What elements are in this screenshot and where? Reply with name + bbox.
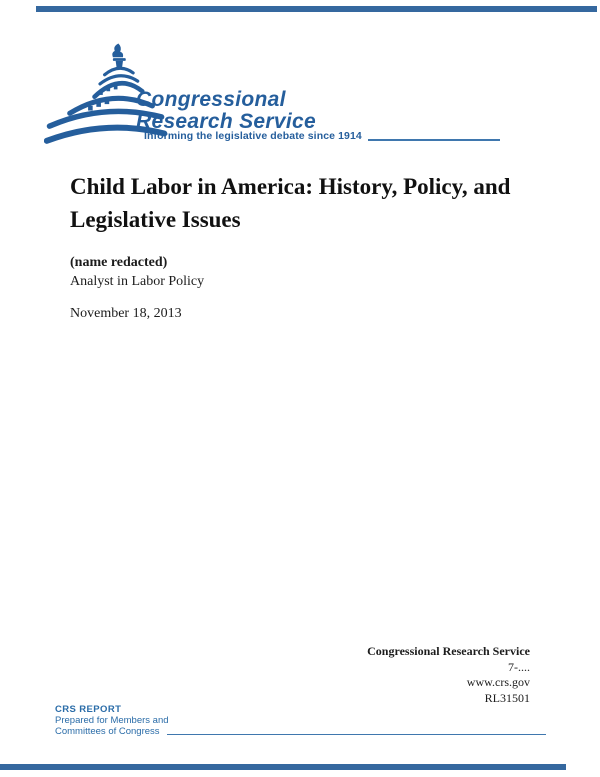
footer-crs-block — [55, 704, 546, 737]
author-role: Analyst in Labor Policy — [70, 274, 205, 289]
crs-prepared-line2: Committees of Congress — [55, 726, 160, 737]
footer-publisher-block — [367, 644, 530, 706]
tagline-rule — [368, 139, 500, 141]
footer-website: www.crs.gov — [466, 675, 530, 689]
crs-prepared-row — [55, 726, 546, 737]
top-rule-bar — [36, 6, 597, 12]
report-title-line2: Legislative Issues — [70, 207, 241, 232]
author-block — [70, 253, 204, 291]
footer-org: Congressional Research Service — [367, 644, 530, 658]
footer-report-number: RL31501 — [484, 690, 530, 705]
logo-org-line1: Congressional — [136, 88, 286, 111]
footer-phone: 7-.... — [508, 659, 530, 674]
logo-tagline-row — [144, 130, 500, 143]
report-date: November 18, 2013 — [70, 306, 182, 321]
logo-wordmark — [136, 89, 316, 133]
report-title-line1: Child Labor in America: History, Policy, and — [70, 174, 511, 199]
author-name: (name redacted) — [70, 255, 168, 270]
crs-report-label: CRS REPORT — [55, 704, 122, 715]
logo-tagline: Informing the legislative debate since 1914 — [144, 130, 362, 142]
report-title — [70, 170, 540, 236]
bottom-rule-bar — [0, 764, 566, 770]
crs-prepared-line1: Prepared for Members and — [55, 715, 169, 726]
footer-rule — [167, 734, 546, 735]
logo-org-line2: Research Service — [136, 110, 316, 133]
